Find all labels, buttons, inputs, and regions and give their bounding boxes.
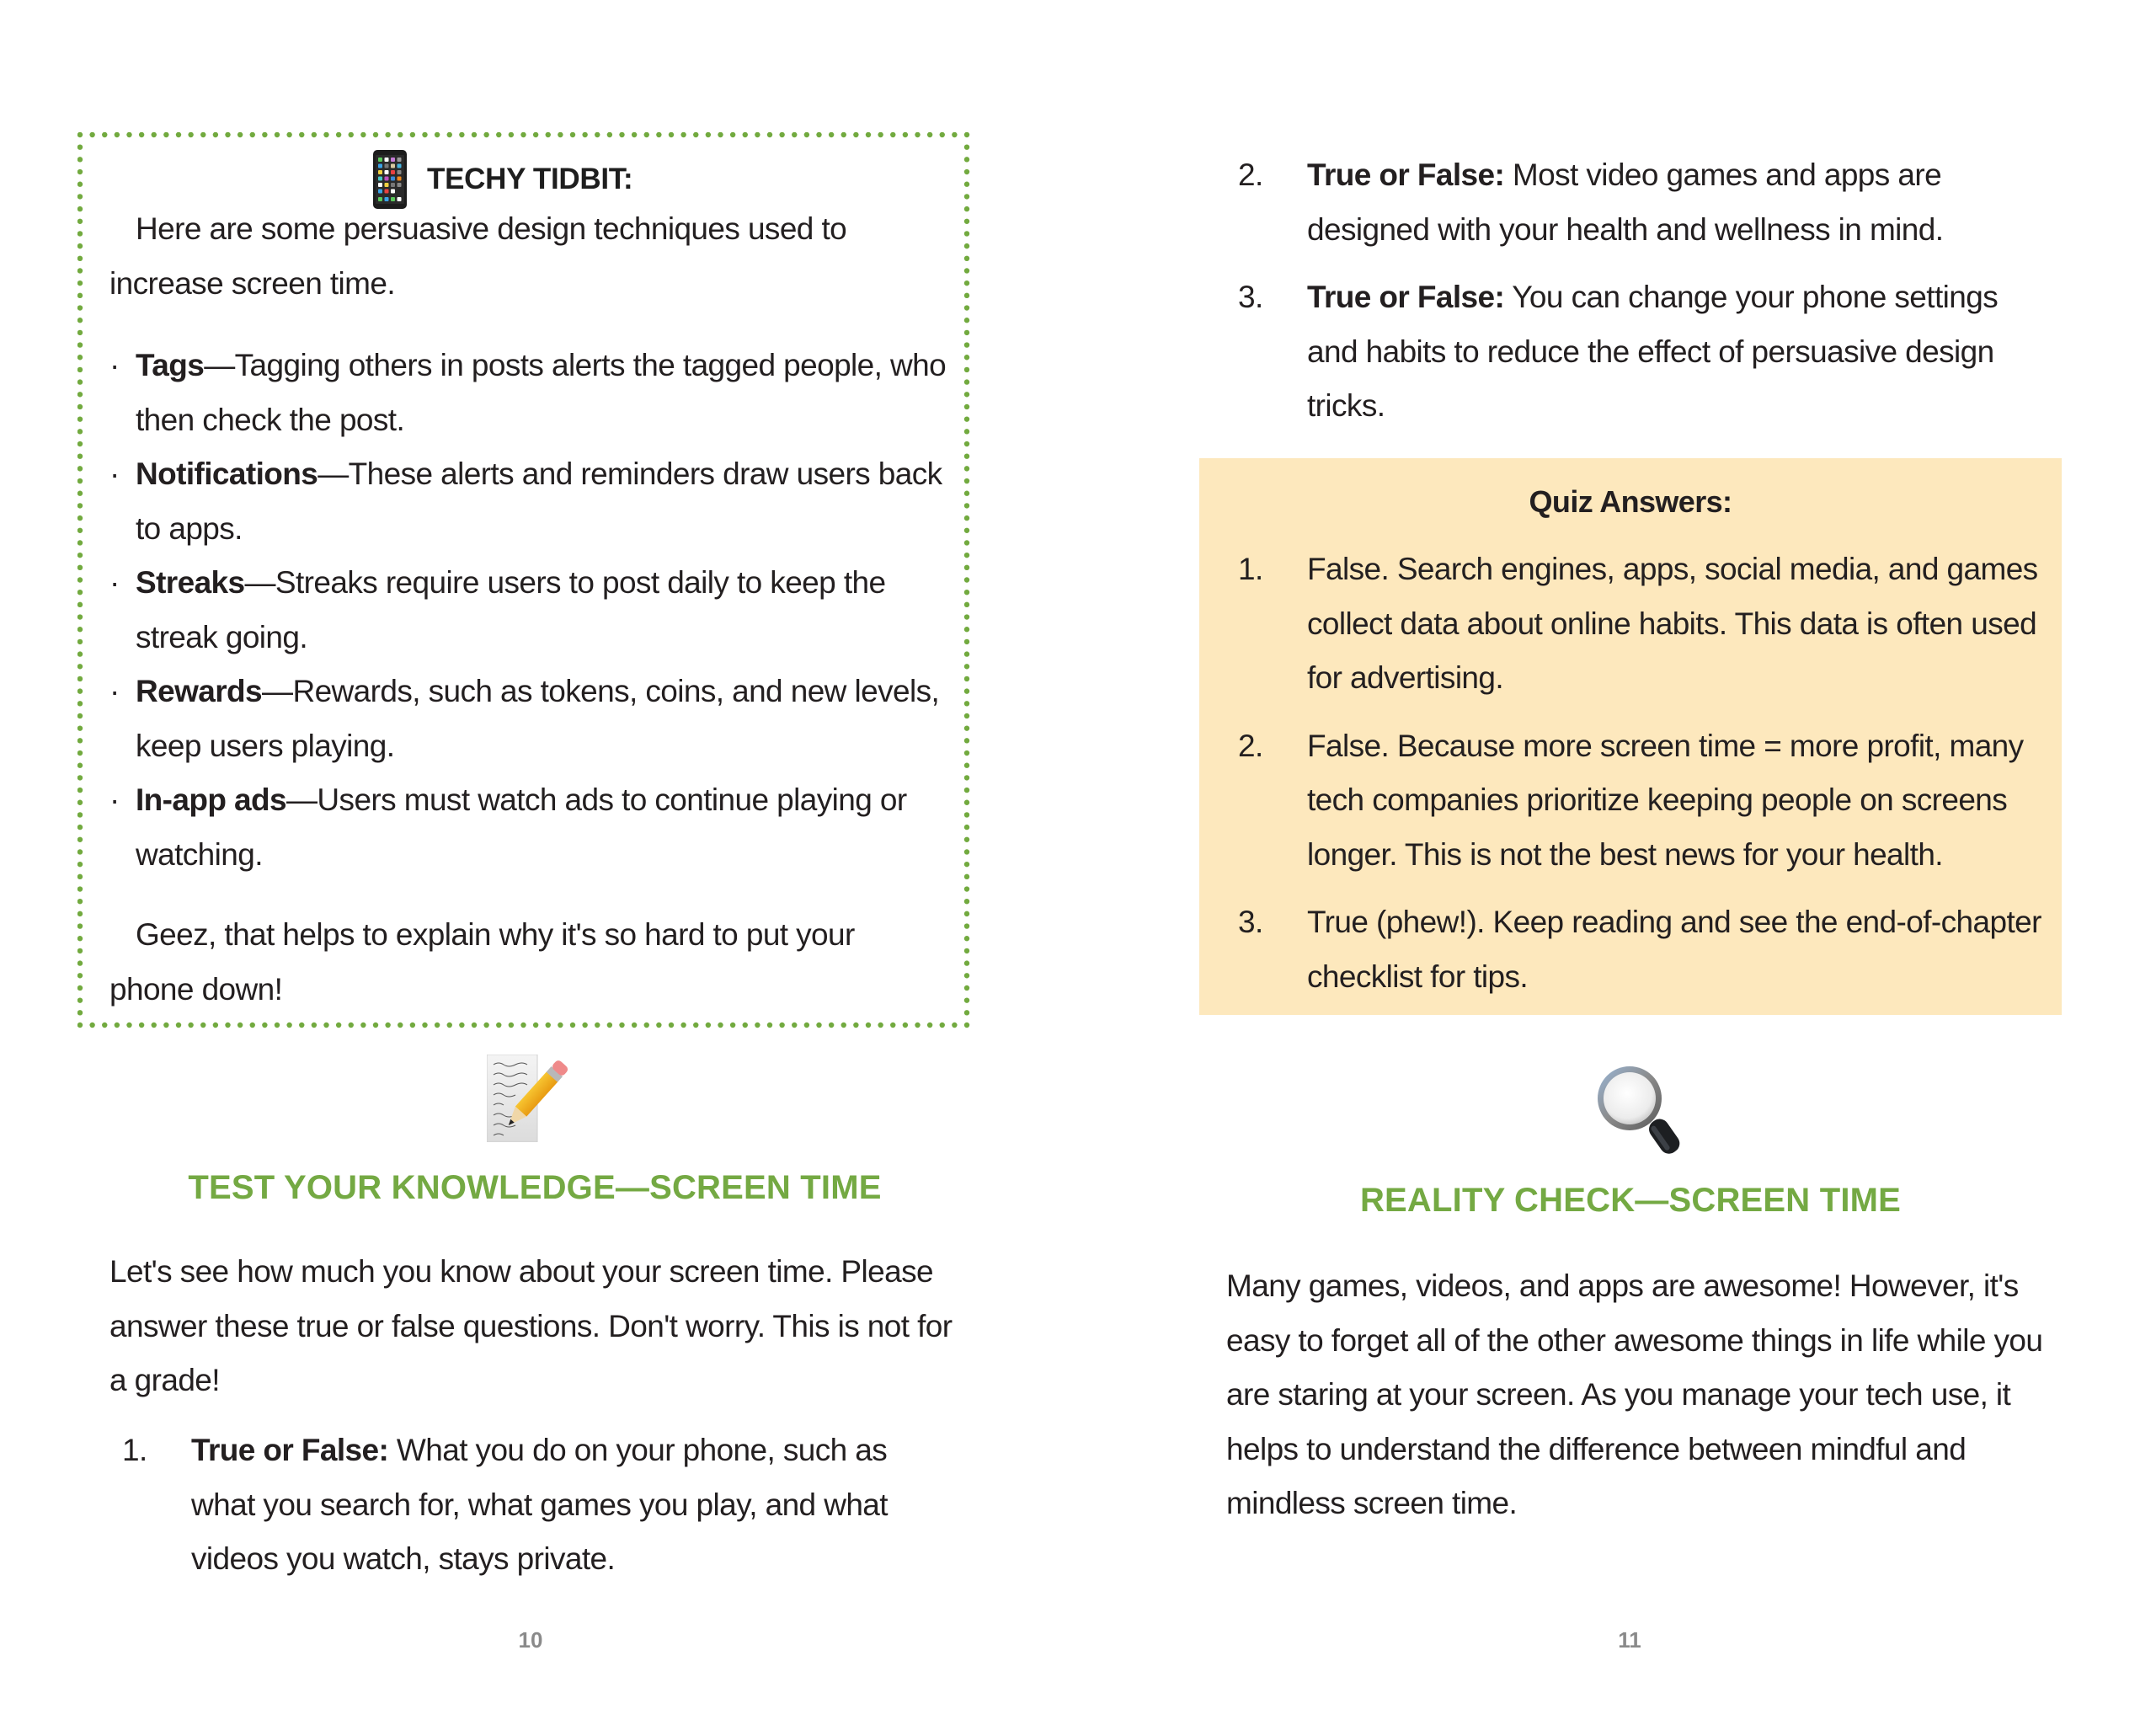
- item-number: 2.: [1238, 728, 1263, 763]
- quiz-question-1: [122, 1423, 947, 1587]
- technique-term: In-app ads: [136, 782, 287, 817]
- technique-item-tags: [109, 339, 960, 447]
- technique-description: —Streaks require users to post daily to keep the streak going.: [136, 565, 886, 654]
- bullet-dot: ·: [109, 782, 120, 817]
- true-or-false-label: True or False:: [1307, 158, 1505, 192]
- quiz-questions-right: [1238, 148, 2047, 434]
- true-or-false-label: True or False:: [191, 1433, 389, 1467]
- bullet-dot: ·: [109, 565, 120, 600]
- item-number: 3.: [1238, 280, 1263, 314]
- item-number: 1.: [122, 1433, 147, 1467]
- techy-tidbit-header: [373, 149, 632, 210]
- technique-item-in-app-ads: [109, 773, 960, 882]
- page-number-right: 11: [1618, 1627, 1641, 1653]
- quiz-answer-1: [1238, 542, 2047, 706]
- item-text: You can change your phone settings and habits to reduce the effect of persuasive design tricks.: [1307, 280, 1999, 423]
- quiz-answers-list: [1238, 542, 2047, 1004]
- quiz-answers-title: Quiz Answers:: [1529, 484, 1732, 519]
- quiz-question-3: [1238, 270, 2047, 434]
- true-or-false-label: True or False:: [1307, 280, 1505, 314]
- technique-item-streaks: [109, 556, 960, 665]
- technique-item-rewards: [109, 665, 960, 773]
- test-knowledge-intro: Let's see how much you know about your screen time. Please answer these true or false questions. Don't worry. This is not for a grade!: [109, 1254, 953, 1397]
- item-text: False. Search engines, apps, social media, and games collect data about online habits. This data is often used for advertising.: [1307, 552, 2038, 695]
- page-number-left: 10: [518, 1627, 543, 1653]
- bullet-dot: ·: [109, 674, 120, 708]
- technique-term: Tags: [136, 348, 205, 382]
- technique-term: Streaks: [136, 565, 245, 600]
- magnifying-glass-icon: [1594, 1063, 1687, 1156]
- item-text: True (phew!). Keep reading and see the end-of-chapter checklist for tips.: [1307, 905, 2041, 994]
- technique-term: Notifications: [136, 457, 318, 491]
- techy-tidbit-intro: Here are some persuasive design techniques used to increase screen time.: [109, 211, 847, 301]
- quiz-questions-left: [122, 1423, 947, 1587]
- technique-term: Rewards: [136, 674, 263, 708]
- mobile-phone-icon: [373, 150, 407, 209]
- quiz-answer-3: [1238, 895, 2047, 1004]
- technique-description: —Tagging others in posts alerts the tagged people, who then check the post.: [136, 348, 947, 437]
- item-text: Most video games and apps are designed with your health and wellness in mind.: [1307, 158, 1944, 247]
- item-number: 3.: [1238, 905, 1263, 939]
- technique-description: —Rewards, such as tokens, coins, and new levels, keep users playing.: [136, 674, 940, 763]
- item-number: 2.: [1238, 158, 1263, 192]
- persuasive-techniques-list: [109, 339, 960, 882]
- techy-tidbit-title: TECHY TIDBIT:: [427, 163, 633, 195]
- techy-tidbit-outro: Geez, that helps to explain why it's so hard to put your phone down!: [109, 917, 855, 1007]
- item-number: 1.: [1238, 552, 1263, 586]
- test-knowledge-heading: TEST YOUR KNOWLEDGE—SCREEN TIME: [188, 1169, 882, 1206]
- quiz-question-2: [1238, 148, 2047, 257]
- memo-pencil-icon: [487, 1055, 571, 1142]
- bullet-dot: ·: [109, 457, 120, 491]
- technique-description: —These alerts and reminders draw users back to apps.: [136, 457, 942, 546]
- reality-check-heading: REALITY CHECK—SCREEN TIME: [1359, 1182, 1902, 1219]
- quiz-answer-2: [1238, 719, 2047, 883]
- item-text: What you do on your phone, such as what you search for, what games you play, and what videos you watch, stays private.: [191, 1433, 888, 1576]
- technique-item-notifications: [109, 447, 960, 556]
- item-text: False. Because more screen time = more profit, many tech companies prioritize keeping people on screens longer. This is not the best news for your health.: [1307, 728, 2024, 872]
- reality-check-body: Many games, videos, and apps are awesome! However, it's easy to forget all of the other awesome things in life while you are staring at your screen. As you manage your tech use, it helps to understand the difference between mindful and mindless screen time.: [1226, 1268, 2043, 1520]
- technique-description: —Users must watch ads to continue playing or watching.: [136, 782, 907, 872]
- bullet-dot: ·: [109, 348, 120, 382]
